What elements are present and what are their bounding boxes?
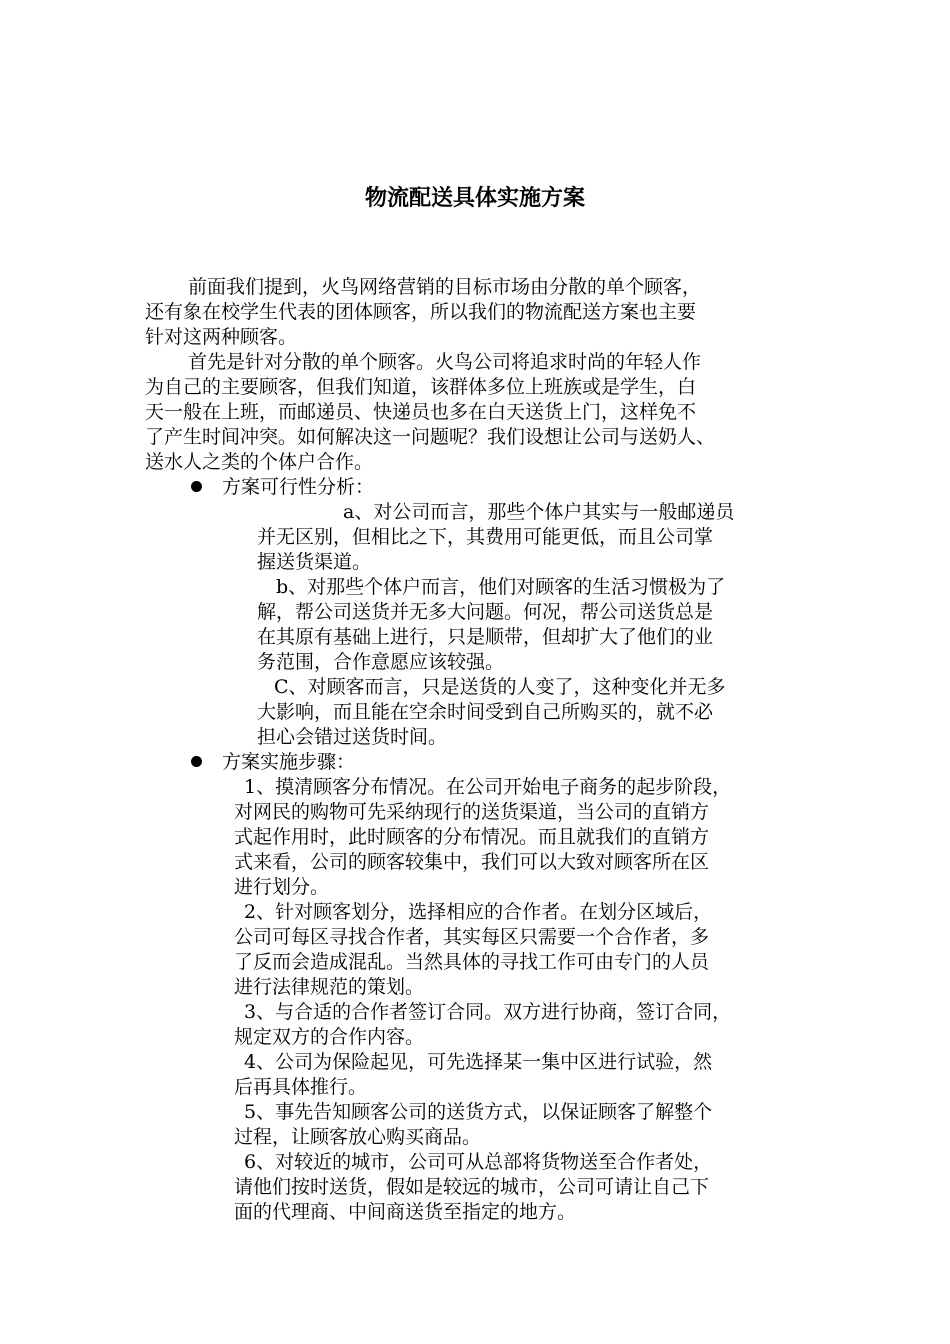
para1-line-1: 首先是针对分散的单个顾客。火鸟公司将追求时尚的年轻人作	[188, 351, 702, 373]
para1-line-2: 为自己的主要顾客，但我们知道，该群体多位上班族或是学生，白	[145, 376, 697, 398]
step5-line-2: 过程，让顾客放心购买商品。	[234, 1126, 482, 1148]
step1-line-4: 式来看，公司的顾客较集中，我们可以大致对顾客所在区	[234, 851, 710, 873]
section1-c-line-3: 担心会错过送货时间。	[257, 726, 448, 748]
step3-line-2: 规定双方的合作内容。	[234, 1026, 425, 1048]
step6-line-2: 请他们按时送货，假如是较远的城市，公司可请让自己下	[234, 1176, 710, 1198]
page-title: 物流配送具体实施方案	[364, 185, 585, 211]
section1-b-line-2: 解，帮公司送货并无多大问题。何况，帮公司送货总是	[257, 601, 714, 623]
section1-b-line-4: 务范围，合作意愿应该较强。	[257, 651, 505, 673]
bullet-icon	[191, 756, 202, 767]
section1-c-line-1: C、对顾客而言，只是送货的人变了，这种变化并无多	[274, 676, 726, 698]
step1-line-2: 对网民的购物可先采纳现行的送货渠道，当公司的直销方	[234, 801, 710, 823]
step2-line-4: 进行法律规范的策划。	[234, 976, 425, 998]
step5-line-1: 5、事先告知顾客公司的送货方式，以保证顾客了解整个	[244, 1101, 713, 1123]
step6-line-1: 6、对较近的城市，公司可从总部将货物送至合作者处，	[244, 1151, 713, 1173]
section1-a-line-2: 并无区别，但相比之下，其费用可能更低，而且公司掌	[257, 526, 714, 548]
para1-line-3: 天一般在上班，而邮递员、快递员也多在白天送货上门，这样免不	[145, 401, 697, 423]
step1-line-3: 式起作用时，此时顾客的分布情况。而且就我们的直销方	[234, 826, 710, 848]
section1-b-line-1: b、对那些个体户而言，他们对顾客的生活习惯极为了	[276, 576, 726, 598]
section1-b-line-3: 在其原有基础上进行，只是顺带，但却扩大了他们的业	[257, 626, 714, 648]
section1-a-line-3: 握送货渠道。	[257, 551, 372, 573]
step6-line-3: 面的代理商、中间商送货至指定的地方。	[234, 1201, 577, 1223]
intro-line-2: 还有象在校学生代表的团体顾客，所以我们的物流配送方案也主要	[145, 301, 697, 323]
step2-line-1: 2、针对顾客划分，选择相应的合作者。在划分区域后，	[244, 901, 713, 923]
section1-c-line-2: 大影响，而且能在空余时间受到自己所购买的，就不必	[257, 701, 714, 723]
intro-line-3: 针对这两种顾客。	[145, 326, 298, 348]
step1-line-5: 进行划分。	[234, 876, 330, 898]
bullet-icon	[191, 481, 202, 492]
step4-line-2: 后再具体推行。	[234, 1076, 368, 1098]
para1-line-5: 送水人之类的个体户合作。	[145, 451, 374, 473]
step2-line-2: 公司可每区寻找合作者，其实每区只需要一个合作者，多	[234, 926, 710, 948]
section1-a-line-1: a、对公司而言，那些个体户其实与一般邮递员	[343, 501, 735, 523]
section2-heading: 方案实施步骤：	[222, 751, 356, 773]
step3-line-1: 3、与合适的合作者签订合同。双方进行协商，签订合同，	[244, 1001, 732, 1023]
para1-line-4: 了产生时间冲突。如何解决这一问题呢？我们设想让公司与送奶人、	[145, 426, 716, 448]
step1-line-1: 1、摸清顾客分布情况。在公司开始电子商务的起步阶段，	[244, 776, 732, 798]
section1-heading: 方案可行性分析：	[222, 476, 375, 498]
step2-line-3: 了反而会造成混乱。当然具体的寻找工作可由专门的人员	[234, 951, 710, 973]
intro-line-1: 前面我们提到，火鸟网络营销的目标市场由分散的单个顾客，	[188, 276, 702, 298]
step4-line-1: 4、公司为保险起见，可先选择某一集中区进行试验，然	[244, 1051, 713, 1073]
